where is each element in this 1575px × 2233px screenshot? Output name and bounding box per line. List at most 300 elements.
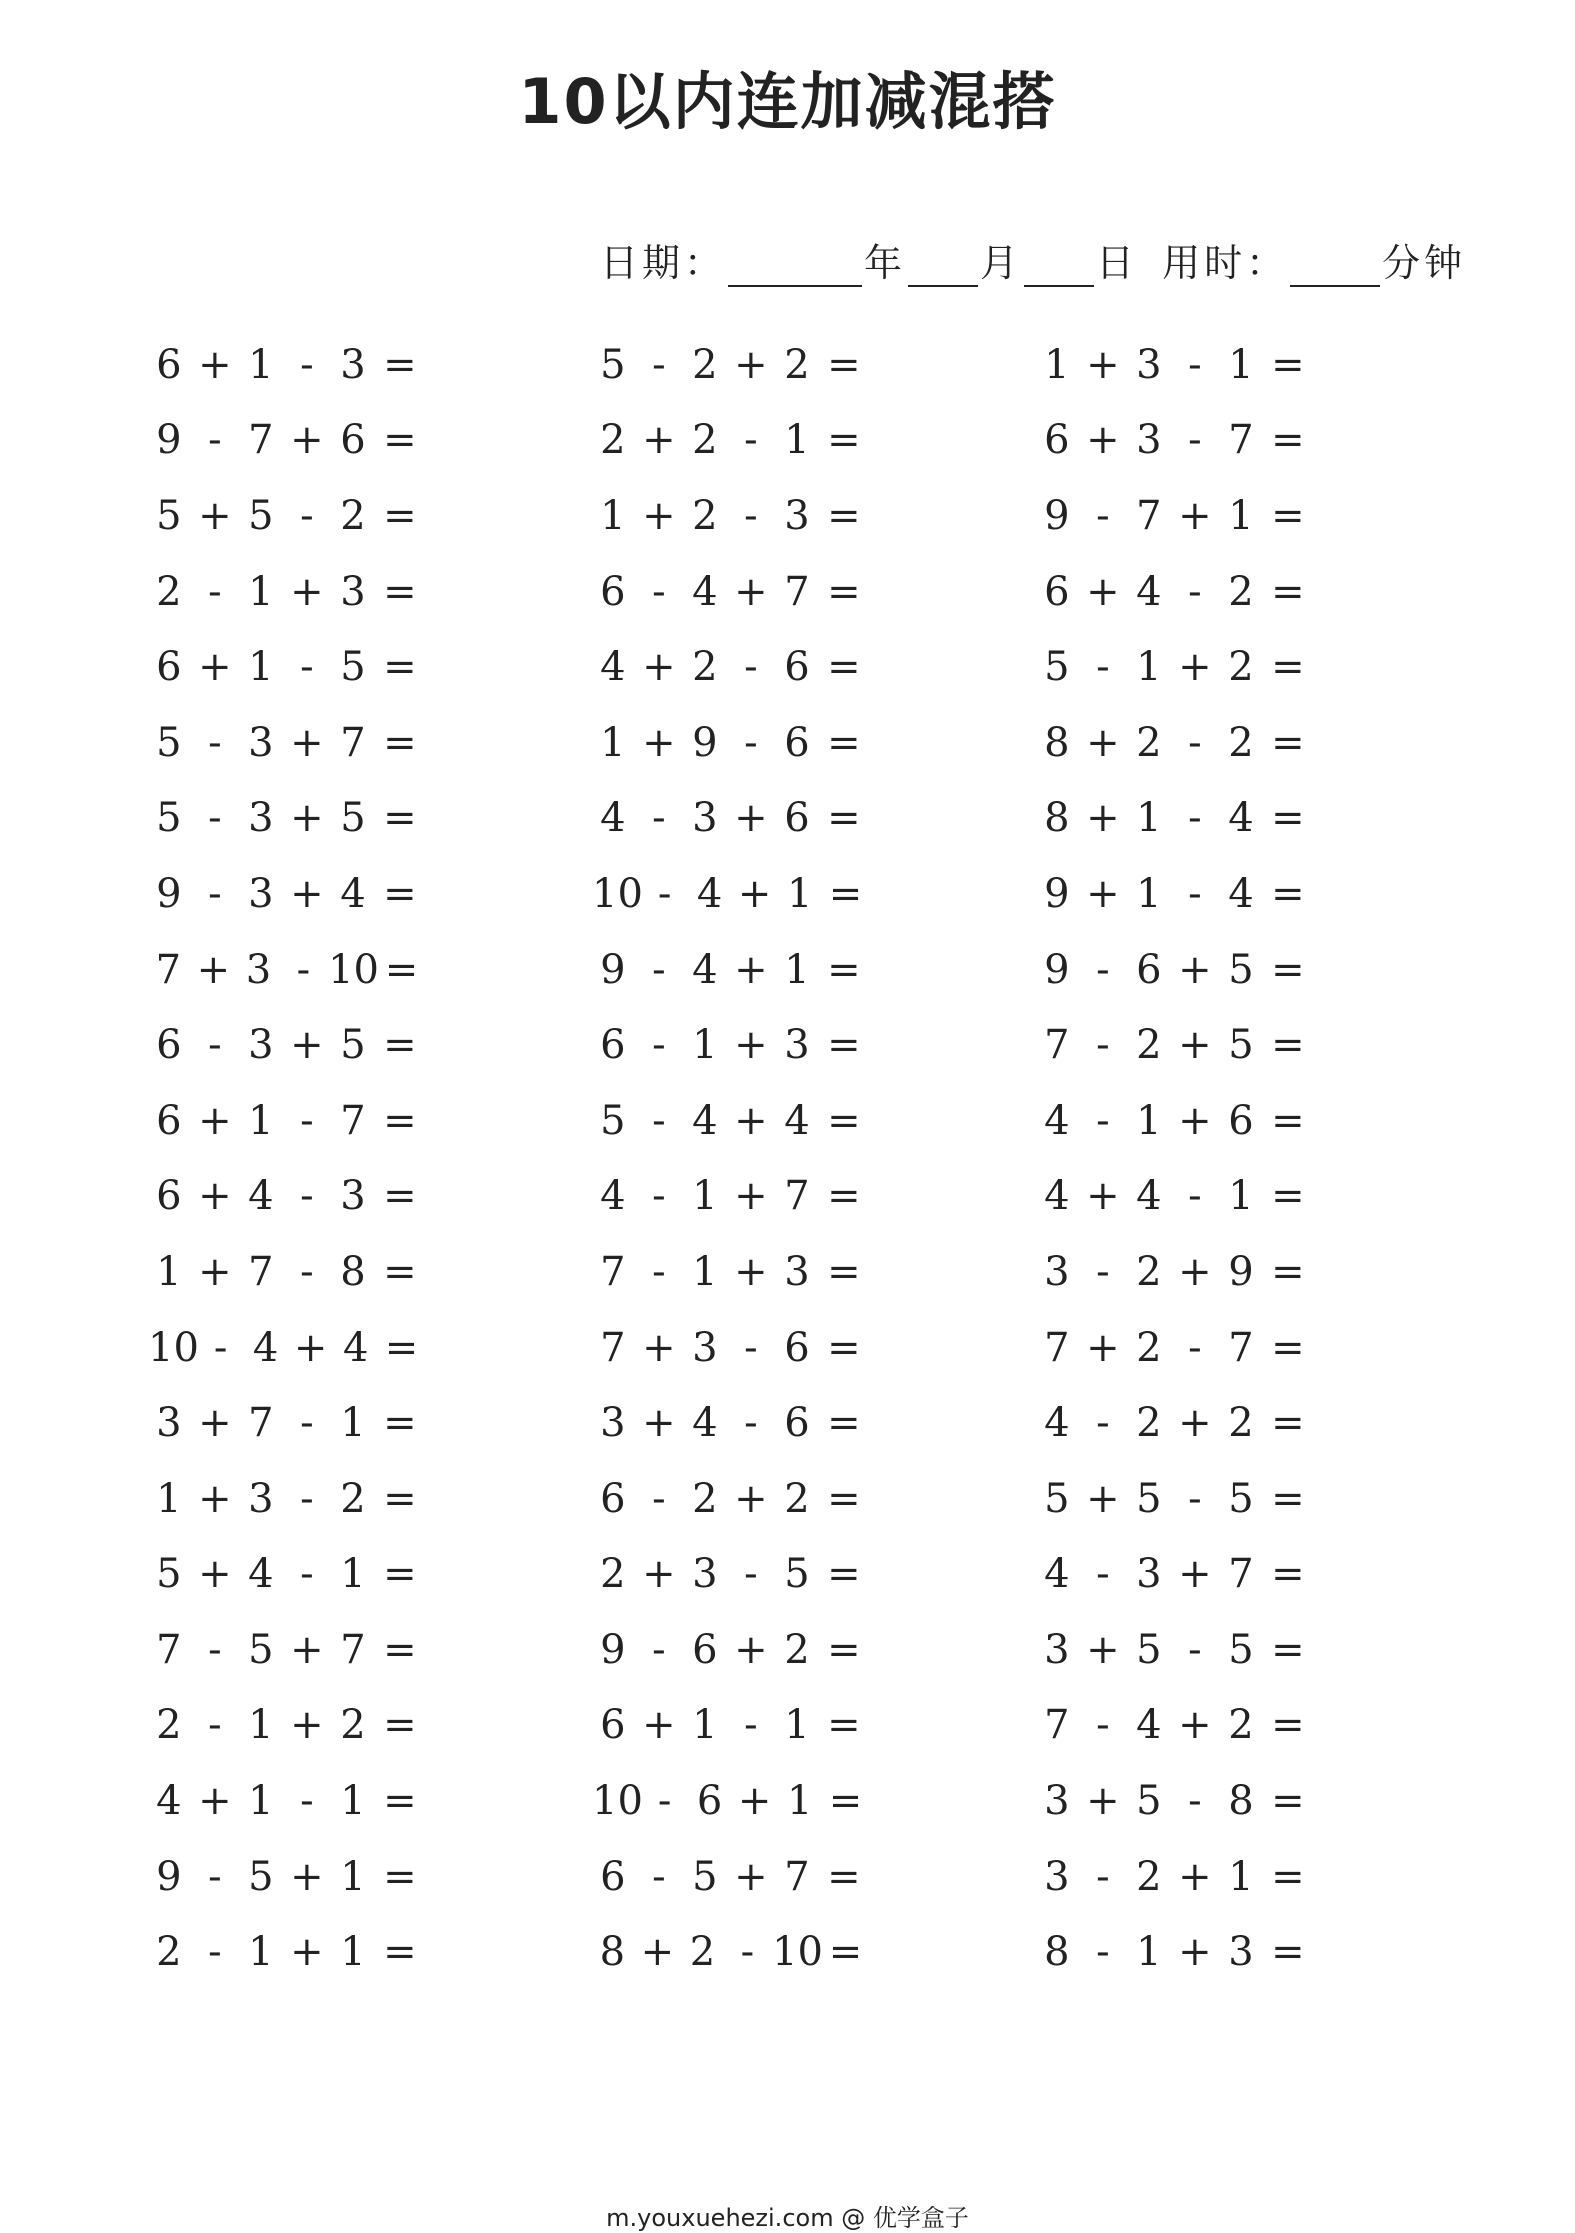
equals-sign: = (383, 341, 417, 388)
operand: 5 (340, 1022, 366, 1069)
operator: - (744, 492, 758, 539)
problem-row (148, 1612, 478, 1688)
operand: 4 (342, 1324, 369, 1371)
operator: + (1086, 1778, 1120, 1825)
operand: 6 (784, 1400, 810, 1447)
operand: 4 (696, 870, 723, 917)
operator: - (1188, 1173, 1202, 1220)
operand: 2 (784, 1475, 810, 1522)
operand: 1 (248, 1702, 274, 1749)
operator: - (296, 946, 311, 993)
operator: + (734, 1475, 768, 1522)
operand: 2 (692, 417, 718, 464)
operand: 4 (1044, 1097, 1070, 1144)
operator: - (300, 644, 314, 691)
operand: 2 (340, 492, 366, 539)
equals-sign: = (827, 1248, 861, 1295)
operator: + (290, 1929, 324, 1976)
equals-sign: = (383, 1626, 417, 1673)
operator: - (1096, 1022, 1110, 1069)
equals-sign: = (1271, 1551, 1305, 1598)
equals-sign: = (383, 492, 417, 539)
problem-row (592, 1385, 922, 1461)
operand: 3 (1228, 1929, 1254, 1976)
operand: 1 (340, 1853, 366, 1900)
operand: 4 (1228, 795, 1254, 842)
operand: 2 (1228, 1702, 1254, 1749)
operator: + (1086, 795, 1120, 842)
operand: 5 (1136, 1475, 1162, 1522)
footer-watermark: m.youxuehezi.com @ 优学盒子 (606, 2204, 969, 2232)
operator: - (652, 1173, 666, 1220)
operand: 3 (1136, 417, 1162, 464)
operand: 1 (600, 719, 626, 766)
operand: 6 (784, 1324, 810, 1371)
problem-row (1036, 705, 1366, 781)
problem-row (1036, 1763, 1366, 1839)
problem-row (592, 1688, 922, 1764)
operator: + (1178, 946, 1212, 993)
equals-sign: = (383, 1400, 417, 1447)
operand: 2 (1136, 719, 1162, 766)
operator: + (1086, 417, 1120, 464)
operand: 6 (600, 1022, 626, 1069)
operator: + (734, 568, 768, 615)
operand: 9 (1228, 1248, 1254, 1295)
operand: 4 (1228, 870, 1254, 917)
equals-sign: = (1271, 644, 1305, 691)
operator: + (1178, 1400, 1212, 1447)
operator: + (1086, 1626, 1120, 1673)
operator: - (1096, 1853, 1110, 1900)
operand: 7 (784, 1853, 810, 1900)
operand: 4 (1044, 1173, 1070, 1220)
operator: - (1096, 1702, 1110, 1749)
operand: 9 (1044, 870, 1070, 917)
problem-row (148, 1159, 478, 1235)
operand: 2 (340, 1702, 366, 1749)
operator: + (1086, 1475, 1120, 1522)
operator: + (734, 1626, 768, 1673)
operand: 3 (1044, 1778, 1070, 1825)
problem-row (592, 1537, 922, 1613)
equals-sign: = (827, 719, 861, 766)
operator: - (1096, 946, 1110, 993)
operand: 2 (1136, 1400, 1162, 1447)
equals-sign: = (828, 1929, 863, 1976)
operand: 1 (156, 1475, 182, 1522)
equals-sign: = (383, 1248, 417, 1295)
equals-sign: = (1271, 1173, 1305, 1220)
operand: 5 (692, 1853, 718, 1900)
operand: 4 (1044, 1551, 1070, 1598)
operand: 7 (1228, 1324, 1254, 1371)
operator: + (642, 1551, 676, 1598)
operand: 6 (1044, 417, 1070, 464)
operand: 9 (692, 719, 718, 766)
operator: + (1178, 644, 1212, 691)
problem-row (1036, 1234, 1366, 1310)
operand: 5 (1136, 1626, 1162, 1673)
operand: 7 (784, 568, 810, 615)
operand: 7 (340, 1626, 366, 1673)
operator: + (1086, 568, 1120, 615)
equals-sign: = (827, 946, 861, 993)
operand: 2 (692, 341, 718, 388)
operator: - (1096, 492, 1110, 539)
operand: 8 (1228, 1778, 1254, 1825)
operand: 2 (600, 1551, 626, 1598)
operand: 3 (600, 1400, 626, 1447)
operand: 7 (248, 417, 274, 464)
operator: + (198, 1551, 232, 1598)
operand: 1 (248, 568, 274, 615)
operator: + (642, 719, 676, 766)
equals-sign: = (1271, 870, 1305, 917)
operand: 1 (340, 1400, 366, 1447)
operator: - (1188, 870, 1202, 917)
operator: + (290, 568, 324, 615)
operand: 3 (1044, 1626, 1070, 1673)
problem-row (148, 1007, 478, 1083)
equals-sign: = (383, 568, 417, 615)
operand: 4 (692, 1400, 718, 1447)
problem-row (1036, 1385, 1366, 1461)
operator: - (1188, 341, 1202, 388)
operand: 7 (1228, 417, 1254, 464)
problem-row (148, 1385, 478, 1461)
operand: 6 (784, 719, 810, 766)
problem-column-3 (1036, 327, 1366, 1990)
operator: - (300, 492, 314, 539)
equals-sign: = (827, 1626, 861, 1673)
equals-sign: = (1271, 1097, 1305, 1144)
operand: 4 (248, 1551, 274, 1598)
equals-sign: = (1271, 568, 1305, 615)
operand: 5 (156, 719, 182, 766)
operand: 1 (248, 1097, 274, 1144)
minutes-blank[interactable] (1290, 245, 1380, 287)
operand: 2 (784, 1626, 810, 1673)
operator: - (652, 568, 666, 615)
operand: 1 (784, 1702, 810, 1749)
day-label: 日 (1096, 241, 1139, 285)
operand: 9 (1044, 492, 1070, 539)
equals-sign: = (827, 1324, 861, 1371)
equals-sign: = (827, 1551, 861, 1598)
equals-sign: = (383, 1853, 417, 1900)
operator: - (1096, 644, 1110, 691)
operator: + (1178, 1853, 1212, 1900)
operand: 7 (248, 1248, 274, 1295)
operator: + (290, 1626, 324, 1673)
operand: 6 (784, 795, 810, 842)
problem-row (592, 781, 922, 857)
operand: 3 (245, 946, 272, 993)
operand: 2 (1136, 1022, 1162, 1069)
operator: + (198, 644, 232, 691)
day-blank[interactable] (1024, 245, 1094, 287)
operator: - (652, 1475, 666, 1522)
operand: 4 (600, 644, 626, 691)
operand: 9 (156, 1853, 182, 1900)
operator: + (1086, 1324, 1120, 1371)
problem-row (1036, 1159, 1366, 1235)
operand: 6 (696, 1778, 723, 1825)
equals-sign: = (383, 1778, 417, 1825)
operator: + (1178, 1702, 1212, 1749)
operand: 5 (600, 341, 626, 388)
operand: 1 (692, 1248, 718, 1295)
operand: 2 (1136, 1324, 1162, 1371)
operator: - (652, 1626, 666, 1673)
operand: 7 (1228, 1551, 1254, 1598)
equals-sign: = (827, 492, 861, 539)
operator: + (198, 341, 232, 388)
problem-row (148, 1839, 478, 1915)
equals-sign: = (383, 1173, 417, 1220)
equals-sign: = (384, 1324, 419, 1371)
problem-row (592, 327, 922, 403)
operator: - (208, 1022, 222, 1069)
operand: 1 (248, 1929, 274, 1976)
operand: 1 (1228, 341, 1254, 388)
operand: 4 (248, 1173, 274, 1220)
problem-row (148, 1914, 478, 1990)
operator: - (208, 795, 222, 842)
operand: 1 (248, 1778, 274, 1825)
operator: + (642, 1324, 676, 1371)
equals-sign: = (1271, 1248, 1305, 1295)
operator: - (1096, 1400, 1110, 1447)
operand: 5 (1044, 644, 1070, 691)
operator: - (1096, 1248, 1110, 1295)
operator: + (1178, 1929, 1212, 1976)
operand: 6 (600, 568, 626, 615)
operator: + (290, 1853, 324, 1900)
problem-row (1036, 1461, 1366, 1537)
problem-row (592, 705, 922, 781)
equals-sign: = (1271, 1853, 1305, 1900)
operand: 3 (1136, 341, 1162, 388)
problem-row (592, 1839, 922, 1915)
operand: 1 (784, 417, 810, 464)
operand: 3 (248, 870, 274, 917)
operand: 3 (248, 1022, 274, 1069)
problem-row (148, 1763, 478, 1839)
problem-row (148, 1083, 478, 1159)
operator: - (744, 1324, 758, 1371)
operand: 4 (1136, 1702, 1162, 1749)
operator: + (198, 1173, 232, 1220)
operand: 2 (156, 1702, 182, 1749)
operand: 10 (592, 870, 643, 917)
date-time-line (600, 232, 1466, 287)
operand: 5 (784, 1551, 810, 1598)
operator: - (652, 946, 666, 993)
operand: 10 (772, 1929, 823, 1976)
operand: 7 (248, 1400, 274, 1447)
operand: 6 (1228, 1097, 1254, 1144)
operand: 1 (600, 492, 626, 539)
operand: 1 (248, 644, 274, 691)
problem-row (592, 1083, 922, 1159)
equals-sign: = (383, 1475, 417, 1522)
operand: 7 (340, 719, 366, 766)
page-title: 10以内连加减混搭 (518, 65, 1057, 138)
equals-sign: = (827, 1475, 861, 1522)
problem-row (592, 1763, 922, 1839)
problem-row (1036, 403, 1366, 479)
operand: 3 (340, 1173, 366, 1220)
operator: + (1178, 492, 1212, 539)
operand: 6 (784, 644, 810, 691)
operator: - (652, 1022, 666, 1069)
operator: + (290, 417, 324, 464)
equals-sign: = (383, 1097, 417, 1144)
operand: 3 (340, 341, 366, 388)
operand: 8 (1044, 1929, 1070, 1976)
operator: + (734, 946, 768, 993)
year-blank[interactable] (728, 245, 862, 287)
operator: + (737, 870, 772, 917)
operator: + (734, 1853, 768, 1900)
operand: 6 (156, 644, 182, 691)
operand: 6 (692, 1626, 718, 1673)
operand: 1 (340, 1551, 366, 1598)
problem-row (592, 403, 922, 479)
operator: + (198, 1400, 232, 1447)
operator: + (1086, 341, 1120, 388)
problem-row (148, 1461, 478, 1537)
problem-row (1036, 1688, 1366, 1764)
operand: 5 (1136, 1778, 1162, 1825)
problem-row (148, 1688, 478, 1764)
operator: - (744, 1702, 758, 1749)
problem-row (592, 856, 922, 932)
operator: + (737, 1778, 772, 1825)
operand: 1 (692, 1702, 718, 1749)
operator: + (198, 1097, 232, 1144)
year-label: 年 (864, 241, 907, 285)
operator: - (208, 417, 222, 464)
equals-sign: = (1271, 417, 1305, 464)
problem-row (592, 478, 922, 554)
operator: - (300, 1551, 314, 1598)
operator: - (740, 1929, 755, 1976)
operand: 9 (600, 1626, 626, 1673)
problem-row (1036, 1310, 1366, 1386)
operator: - (208, 719, 222, 766)
operand: 1 (1136, 795, 1162, 842)
operand: 1 (156, 1248, 182, 1295)
operand: 3 (1044, 1853, 1070, 1900)
operator: - (1188, 568, 1202, 615)
problem-row (1036, 1839, 1366, 1915)
operand: 7 (1136, 492, 1162, 539)
problem-column-1 (148, 327, 478, 1990)
operator: - (652, 1853, 666, 1900)
equals-sign: = (827, 341, 861, 388)
operand: 1 (340, 1929, 366, 1976)
operand: 7 (1044, 1324, 1070, 1371)
operator: + (1086, 1173, 1120, 1220)
operand: 4 (600, 795, 626, 842)
problem-row (148, 327, 478, 403)
operator: + (734, 795, 768, 842)
problem-row (592, 1612, 922, 1688)
operator: + (734, 1248, 768, 1295)
equals-sign: = (827, 1702, 861, 1749)
problem-row (1036, 856, 1366, 932)
equals-sign: = (1271, 946, 1305, 993)
operator: - (1096, 1551, 1110, 1598)
operator: + (734, 341, 768, 388)
operand: 4 (692, 946, 718, 993)
month-blank[interactable] (908, 245, 978, 287)
operand: 6 (1136, 946, 1162, 993)
operand: 1 (786, 870, 813, 917)
operator: + (642, 1702, 676, 1749)
equals-sign: = (827, 795, 861, 842)
operand: 1 (340, 1778, 366, 1825)
operator: - (744, 417, 758, 464)
equals-sign: = (383, 1702, 417, 1749)
operator: - (208, 1929, 222, 1976)
operand: 5 (248, 492, 274, 539)
equals-sign: = (383, 870, 417, 917)
operator: + (1178, 1248, 1212, 1295)
operand: 4 (600, 1173, 626, 1220)
operator: - (1188, 417, 1202, 464)
operator: - (744, 719, 758, 766)
operand: 5 (1228, 946, 1254, 993)
operand: 7 (155, 946, 182, 993)
operand: 9 (156, 870, 182, 917)
problem-row (148, 478, 478, 554)
equals-sign: = (1271, 341, 1305, 388)
operator: + (290, 870, 324, 917)
problem-row (148, 403, 478, 479)
equals-sign: = (383, 1551, 417, 1598)
equals-sign: = (827, 644, 861, 691)
equals-sign: = (1271, 1929, 1305, 1976)
operator: - (208, 1626, 222, 1673)
operand: 3 (784, 1248, 810, 1295)
problem-row (148, 856, 478, 932)
operator: + (198, 1778, 232, 1825)
operator: - (1188, 1324, 1202, 1371)
operand: 3 (248, 1475, 274, 1522)
operator: + (1178, 1022, 1212, 1069)
problem-row (1036, 1083, 1366, 1159)
equals-sign: = (383, 1022, 417, 1069)
equals-sign: = (1271, 1022, 1305, 1069)
operator: + (1178, 1097, 1212, 1144)
operand: 2 (1228, 719, 1254, 766)
operator: + (734, 1022, 768, 1069)
problem-row (1036, 629, 1366, 705)
operand: 4 (784, 1097, 810, 1144)
equals-sign: = (1271, 1702, 1305, 1749)
problem-row (148, 629, 478, 705)
operator: + (196, 946, 231, 993)
operand: 1 (1228, 492, 1254, 539)
problem-row (148, 554, 478, 630)
problem-row (148, 932, 478, 1008)
operator: - (300, 1248, 314, 1295)
problem-column-2 (592, 327, 922, 1990)
